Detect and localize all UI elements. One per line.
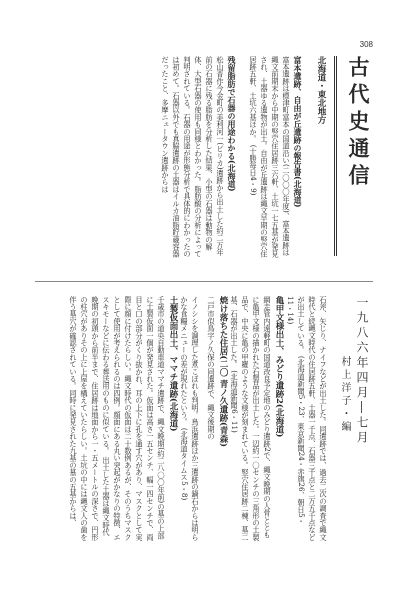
article-6-body: 石斧、矢じり、ナイフなどが出土した。同遺跡では、過去二次の調査で縄文時代と続縄文時代の住居跡五軒、土器一千点、石器三千点と二万五千点などが出土している。 (297, 296, 328, 541)
article-3-5 (37, 296, 201, 541)
article-6-note: (北海道新聞5・23、東京新聞24・赤旗26、朝日5・11・14) (286, 296, 306, 525)
section-divider (35, 281, 373, 282)
article-1-heading: 富本遺跡、自由が丘遺跡の報告書(北海道) (293, 56, 303, 208)
article-2-body: 松山晋作今金町の美利河一(ピリカ)遺跡から出土した約二万年前の石器に残る脂肪を分析した結果、小型の石器は動物の解体、大型石器の使用も同様とわかった。脂肪酸の分析によって判明されている。石器の用途が形態分析で具体的にわかったのは初めて。石器以外でも真脇遺跡の土器はイルカ油脂貯蔵容器だったこと、多摩ニュータウン遺跡からは (161, 56, 225, 258)
article-4-body: 千歳市の道央自動車道ママチ遺跡で、縄文晩期(約二八〇〇年前)の墓の上部に土製仮面一個が発見された。仮面は高さ一五センチ、幅一四センチで、両目と口の部分がくり抜かれ、耳の上下に孔を通す穴があり、マスクとして実際に顔に付けたらしい。縄文時代の仮面は二十数例あるが、そのうちマスクとして使用が考えられるのは四例。顔面にある丸い突起がかなりの特徴、エスキモーなどに伝わる葬送用のものに似ている。 (102, 296, 166, 541)
article-1-note: (十勝毎日4・9) (249, 144, 258, 196)
article-7-note: (北海道新聞6・11) (230, 370, 239, 433)
date-range: 一九八六年四月―七月 (355, 296, 369, 446)
article-7-body: 網走管内遠軽町の国道改良予定地のみどり遺跡2で、縄文晩期の人骨とともに亀甲文様の描かれた石製品が出土した。一辺約一〇センチの三角形の土製品で、中央に亀の甲羅のような文様が刻まれている。竪穴住居跡二棟、墓二基、石器が出土した。 (230, 296, 272, 541)
article-1-body: 富本遺跡は標津町富本の国道沿い(二〇〇〇年度)、富本遺跡は縄文前期末から中期の竪穴住居跡三六軒、土坑一七五基が発見され、土器ゆる遺物が出土。自由が丘遺跡は縄文早期の竪穴住居跡五軒、土坑六基ほか。 (249, 56, 291, 258)
editor-credit: 村上洋子・編 (339, 356, 350, 434)
article-4-heading: 土製仮面出土、ママチ遺跡(北海道) (168, 296, 178, 432)
article-3-note: (北海道タイムス5・8) (180, 427, 189, 501)
article-5-body: 出土した土器は縄文時代晩期の初頭から前半まで、住居跡は地面から一・五メートルの深さで、円形の柱穴がありその上に上屋を構えていたらしい。土坑の中には縄文人の歯を伴う墓穴が確認されている。同時に発見された九基の墓の五基からは、 (69, 296, 111, 541)
article-8-heading: 焼け落ちた住居(二〇 青ノ久遺跡(青森) (218, 296, 228, 448)
title-rule (336, 56, 337, 256)
article-8-body: 二戸市似鳥字ノ久保の同遺跡で、縄文後期の (207, 296, 216, 440)
page-number: 308 (359, 40, 373, 49)
article-6 (209, 296, 329, 541)
article-3-body: イノシシを調理した煮こぼれも判明。鳥浜遺跡ほか三遺跡の鍋石からは明らかな食糧メニューの差が現れたという。 (180, 296, 200, 541)
region-heading: 北海道・東北地方 (316, 56, 326, 124)
article-2 (88, 56, 238, 261)
article-7-heading: 亀甲文様出土、みどり遺跡2(北海道) (274, 296, 284, 438)
title-rule-double (334, 56, 335, 256)
upper-section (35, 56, 373, 266)
article-2-heading: 残留脂肪で石器の用途わかる(北海道) (227, 56, 237, 192)
lower-section (35, 296, 373, 546)
series-title: 古代史通信 (346, 56, 371, 191)
